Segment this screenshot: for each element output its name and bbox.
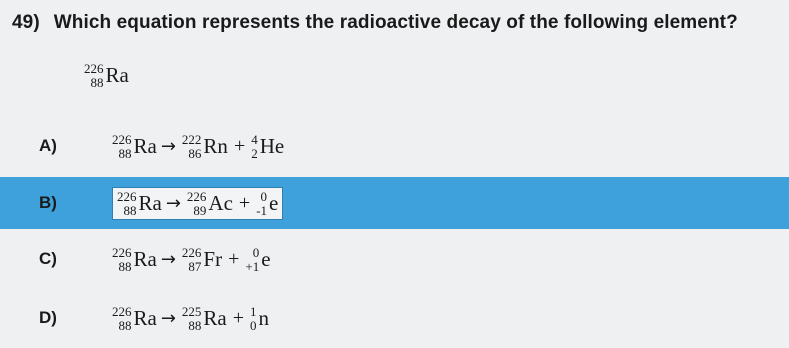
option-letter: B) [39,193,57,212]
plus-sign: + [238,191,251,214]
reaction-arrow-icon: → [160,307,176,329]
product-nuclide [251,133,284,160]
product-nuclide [256,190,278,217]
mass-number: 225 [181,303,202,319]
given-element [84,60,129,89]
decay-equation [112,133,284,160]
decay-equation [112,305,269,332]
product-nuclide [250,305,269,332]
option-letter: A) [39,136,57,155]
product-nuclide [182,246,222,273]
atomic-number: 2 [251,145,258,161]
nuclide [84,62,129,89]
atomic-number: 88 [118,145,132,161]
atomic-number: 87 [188,258,202,274]
option-b[interactable] [0,177,789,229]
reactant-nuclide [112,246,157,273]
decay-equation [112,187,283,220]
mass-number: 226 [84,61,104,76]
atomic-number: 88 [123,202,137,218]
atomic-number: -1 [256,202,268,218]
mass-number: 222 [181,131,202,147]
atomic-number: 0 [250,317,257,333]
reactant-nuclide [112,305,157,332]
mass-number: 226 [112,303,132,319]
element-symbol: Ra [203,305,227,330]
equation-box [112,187,283,220]
element-symbol: He [259,133,285,158]
atomic-number: 86 [188,145,202,161]
element-symbol: Ac [208,190,233,215]
decay-equation [112,246,271,273]
option-a[interactable] [0,120,789,172]
plus-sign: + [228,247,240,270]
element-symbol: e [269,190,279,215]
product-nuclide [245,246,270,273]
element-symbol: Ra [133,246,157,271]
option-d[interactable] [0,292,789,344]
atomic-number: +1 [245,258,260,274]
product-nuclide [182,133,228,160]
atomic-number: 88 [118,317,132,333]
element-symbol: Ra [138,190,162,215]
element-symbol: Ra [105,63,129,87]
mass-number: 226 [112,244,132,260]
question-number: 49) [12,12,40,33]
mass-number: 226 [186,188,207,204]
mass-number: 4 [251,131,258,147]
atomic-number: 88 [188,317,202,333]
element-symbol: Rn [203,133,228,158]
reaction-arrow-icon: → [160,248,176,270]
element-symbol: Ra [133,133,157,158]
element-symbol: e [261,246,271,271]
atomic-number: 88 [90,75,104,90]
product-nuclide [187,190,233,217]
mass-number: 0 [252,244,260,260]
atomic-number: 89 [193,202,207,218]
reactant-nuclide [112,133,157,160]
reaction-arrow-icon: → [160,135,176,157]
atomic-number: 88 [118,258,132,274]
mass-number: 0 [260,188,268,204]
element-symbol: Ra [133,305,157,330]
option-letter: D) [39,308,57,327]
element-symbol: n [258,305,270,330]
plus-sign: + [232,306,245,329]
plus-sign: + [233,134,246,157]
question-text [12,12,738,34]
reactant-nuclide [117,190,162,217]
mass-number: 226 [181,244,202,260]
mass-number: 1 [250,303,257,319]
option-letter: C) [39,249,57,268]
question-prompt: Which equation represents the radioactive decay of the following element? [53,12,738,33]
mass-number: 226 [112,131,132,147]
product-nuclide [182,305,227,332]
reaction-arrow-icon: → [165,192,181,214]
option-c[interactable] [0,233,789,285]
mass-number: 226 [117,188,137,204]
element-symbol: Fr [203,246,223,271]
